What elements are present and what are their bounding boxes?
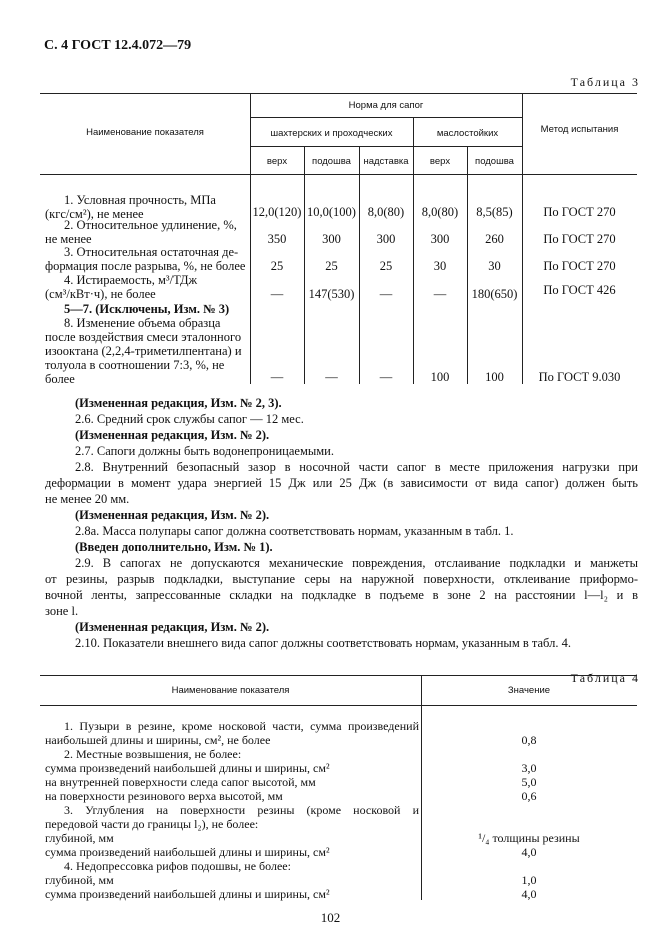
table3-row4-val2: 147(530) [308,287,355,301]
table3-row1-method: По ГОСТ 270 [543,205,616,219]
para-2-9-line4: зоне l. [45,604,79,618]
table3-row2-line1: 2. Относительное удлинение, %, [64,218,237,232]
table3-row8-line3: изооктана (2,2,4-триметилпентана) и [45,344,242,358]
table3-row3-val2: 25 [325,259,338,273]
table4-row-4: сумма произведений наибольшей длины и ширины, см² [45,761,330,775]
table3-sub-3: верх [429,156,451,167]
table3-row1-val3: 8,0(80) [367,205,405,219]
table3-row8-method: По ГОСТ 9.030 [538,370,621,384]
table3-row8-line4: толуола в соотношении 7:3, %, не [45,358,225,372]
table3-row8-line5: более [45,372,75,386]
table3-sub-1: подошва [312,156,351,167]
para-2-6: 2.6. Средний срок службы сапог — 12 мес. [75,412,304,426]
table3-row4-val4: — [433,287,447,301]
table4-val-6: 0,6 [521,789,537,803]
table3-head-group1: шахтерских и проходческих [270,128,393,139]
table4-row-2: наибольшей длины и ширины, см², не более [45,733,271,747]
note-p3: (Измененная редакция, Изм. № 2). [75,508,270,522]
table3-row2-val3: 300 [376,232,396,246]
table4-val-9: ¹/₄ толщины резины [478,831,580,845]
table3-row3-val1: 25 [270,259,284,273]
table3-row1-val4: 8,0(80) [421,205,459,219]
note-p1: (Измененная редакция, Изм. № 2, 3). [75,396,282,410]
table3-row3-line2: формация после разрыва, %, не более [45,259,246,273]
table3-sub-2: надставка [363,156,409,167]
table3-head-method: Метод испытания [540,124,619,135]
table4-row-11: 4. Недопрессовка рифов подошвы, не более: [64,859,291,873]
table3-row4-line1: 4. Истираемость, м³/ТДж [64,273,198,287]
table4-val-4: 3,0 [521,761,537,775]
table3-row1-val5: 8,5(85) [476,205,513,219]
table4-row-12: глубиной, мм [45,873,114,887]
table3-row4-method: По ГОСТ 426 [543,283,616,297]
table4-head-value: Значение [507,685,551,696]
table4-caption: Таблица 4 [570,671,640,685]
table4-val-12: 1,0 [521,873,537,887]
table4-row-10: сумма произведений наибольшей длины и ширины, см² [45,845,330,859]
para-2-9-line3: вочной ленты, запрессованные складки на подкладке в подъеме в зоне 2 на расстоянии l—l₂ и в [45,588,638,602]
para-2-7: 2.7. Сапоги должны быть водонепроницаемыми. [75,444,334,458]
table4-val-13: 4,0 [521,887,537,901]
para-2-10: 2.10. Показатели внешнего вида сапог должны соответствовать нормам, указанным в табл. 4. [75,636,571,650]
table4-val-5: 5,0 [521,775,537,789]
table3-row1-val1: 12,0(120) [252,205,302,219]
table3-row2-val2: 300 [322,232,341,246]
note-p4: (Введен дополнительно, Изм. № 1). [75,540,273,554]
table4-row-8: передовой части до границы l₂), не более: [45,817,259,831]
para-2-9-line2: от резины, разрыв подкладки, выступание серы на наружной поверхности, отклеивание приформо- [45,572,638,586]
page-header: С. 4 ГОСТ 12.4.072—79 [44,38,192,53]
table4-row-5: на внутренней поверхности следа сапог высотой, мм [45,775,316,789]
table4-val-2: 0,8 [521,733,537,747]
table3-row8-val5: 100 [485,370,504,384]
note-p5: (Измененная редакция, Изм. № 2). [75,620,270,634]
table3-caption: Таблица 3 [570,75,640,89]
para-2-8-line2: деформации в момент удара энергией 15 Дж или 25 Дж (в зависимости от вида сапог) должен быть [45,476,638,490]
table3-row8-val4: 100 [430,370,450,384]
table3-row3-val3: 25 [379,259,393,273]
table3-row2-method: По ГОСТ 270 [543,232,616,246]
table3-row3-line1: 3. Относительная остаточная де- [64,245,239,259]
table3-sub-4: подошва [475,156,514,167]
table3-row1-line1: 1. Условная прочность, МПа [64,193,216,207]
note-p2: (Измененная редакция, Изм. № 2). [75,428,270,442]
table4-row-7: 3. Углубления на поверхности резины (кроме носковой и [64,803,419,817]
table3-row1-line2: (кгс/см²), не менее [45,207,144,221]
table4-row-3: 2. Местные возвышения, не более: [64,747,242,761]
table3-row8-val3: — [379,370,393,384]
para-2-8-line1: 2.8. Внутренний безопасный зазор в носочной части сапог в месте приложения нагрузки при [75,460,638,474]
table3-row5-line1: 5—7. (Исключены, Изм. № 3) [64,302,230,316]
table3-row1-val2: 10,0(100) [307,205,356,219]
table3-row4-line2: (см³/кВт·ч), не более [45,287,156,301]
table3-row3-val4: 30 [433,259,447,273]
table4-row-13: сумма произведений наибольшей длины и ширины, см² [45,887,330,901]
table3-row8-line2: после воздействия смеси эталонного [45,330,242,344]
table4-row-1: 1. Пузыри в резине, кроме носковой части, сумма произведений [64,719,419,733]
table3-head-norm: Норма для сапог [348,100,424,111]
para-2-9-line1: 2.9. В сапогах не допускаются механические повреждения, отслаивание подкладки и манжеты [75,556,638,570]
table3-head-group2: маслостойких [436,128,499,139]
table3-row8-val2: — [325,370,338,384]
table3-row2-line2: не менее [45,232,92,246]
table3-row2-val4: 300 [430,232,450,246]
table4-head-name: Наименование показателя [171,685,290,696]
table3-row3-method: По ГОСТ 270 [543,259,616,273]
table4-val-10: 4,0 [521,845,537,859]
page-number: 102 [320,910,341,925]
table3-row8-val1: — [270,370,284,384]
para-2-8-line3: не менее 20 мм. [45,492,130,506]
table3-head-name: Наименование показателя [86,127,204,138]
table3-row2-val5: 260 [485,232,504,246]
table3-row2-val1: 350 [267,232,287,246]
table4-row-6: на поверхности резинового верха высотой, мм [45,789,283,803]
table3-sub-0: верх [266,156,288,167]
para-2-8a: 2.8а. Масса полупары сапог должна соответствовать нормам, указанным в табл. 1. [75,524,514,538]
table3-row8-line1: 8. Изменение объема образца [64,316,221,330]
table4-row-9: глубиной, мм [45,831,114,845]
table3-row4-val3: — [379,287,393,301]
table3-row4-val1: — [270,287,284,301]
table3-row3-val5: 30 [488,259,501,273]
table3-row4-val5: 180(650) [471,287,518,301]
